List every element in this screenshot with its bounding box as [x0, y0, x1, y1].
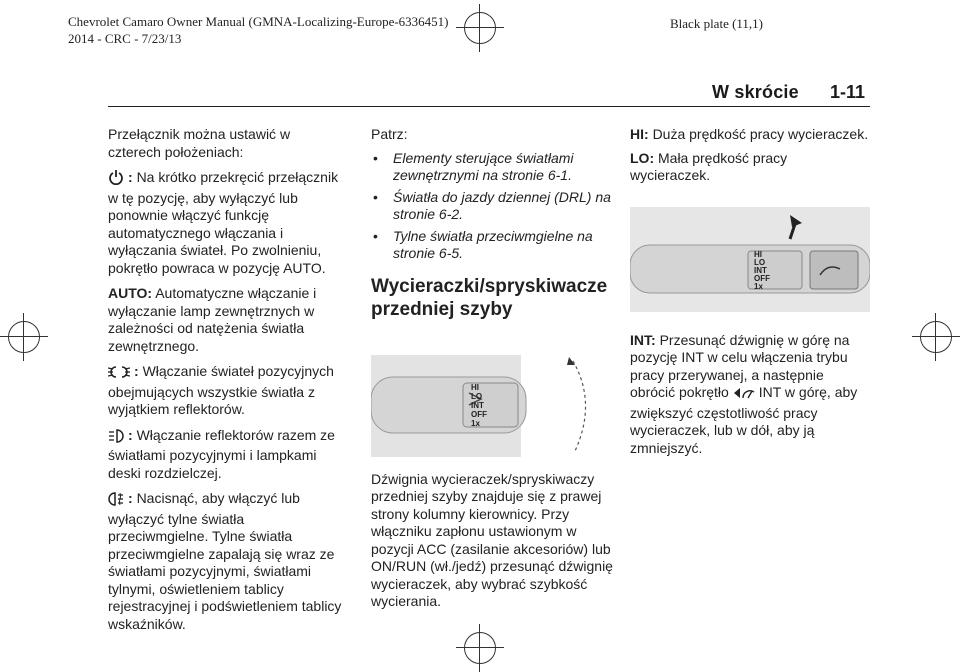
registration-mark-bottom — [456, 624, 504, 672]
wiper-lever-closeup-illustration — [630, 207, 870, 312]
bullet-drl: • Światła do jazdy dziennej (DRL) na stronie 6-2. — [373, 188, 611, 222]
hi-paragraph — [630, 126, 870, 144]
auto-paragraph — [108, 285, 344, 355]
lo-paragraph — [630, 150, 870, 185]
parking-lamps-icon — [108, 365, 130, 384]
wiper-lever-figure-2 — [630, 207, 870, 312]
see-label: Patrz: — [371, 126, 408, 142]
page-number: 1-11 — [830, 82, 866, 102]
column-1 — [108, 126, 344, 641]
bullet-rear-fog: • Tylne światła przeciwmgielne na stronie 6-5. — [373, 227, 593, 261]
hi-label: HI: — [630, 126, 649, 142]
wiper-position-labels-2: HI LO INT OFF 1x — [754, 249, 770, 291]
power-paragraph — [108, 169, 344, 277]
power-label: : — [128, 169, 133, 185]
rear-fog-label: : — [128, 490, 133, 506]
headlamps-paragraph — [108, 427, 344, 483]
wiper-lever-figure-1 — [371, 355, 615, 457]
bullet-exterior-lamps: • Elementy sterujące światłami zewnętrznymi na stronie 6-1. — [373, 149, 574, 183]
bullet-rear-fog-text: Tylne światła przeciwmgielne na stronie 6-5. — [393, 227, 593, 261]
registration-mark-top — [456, 4, 504, 52]
rear-fog-lamp-icon — [108, 492, 124, 511]
wiper-lever-illustration — [371, 355, 615, 457]
lo-label: LO: — [630, 149, 655, 166]
section-title: W skrócie — [712, 82, 799, 102]
int-paragraph — [630, 332, 870, 458]
parking-lamps-text: Włączanie świateł pozycyjnych obejmujących wszystkie światła z wyjątkiem reflektorów. — [108, 363, 334, 417]
wipers-heading: Wycieraczki/spryskiwacze przedniej szyby — [371, 275, 608, 320]
column-3 — [630, 126, 870, 465]
intro-paragraph: Przełącznik można ustawić w czterech położeniach: — [108, 126, 291, 160]
lo-text: Mała prędkość pracy wycieraczek. — [630, 149, 788, 183]
parking-lamps-label: : — [134, 363, 139, 379]
document-header-line1: Chevrolet Camaro Owner Manual (GMNA-Localizing-Europe-6336451) — [68, 14, 449, 29]
rear-fog-text: Nacisnąć, aby włączyć lub wyłączyć tylne światła przeciwmgielne. Tylne światła przeciwmgielne zapalają się wraz ze światłami pozycyjnymi, światłami tylnymi, oświetleniem tablicy rejestracyjnej i podświetleniem tablicy wskaźników. — [108, 490, 342, 632]
auto-label: AUTO: — [108, 285, 153, 301]
int-label: INT: — [630, 331, 656, 348]
registration-mark-right — [912, 313, 960, 361]
plate-label: Black plate (11,1) — [670, 16, 764, 31]
power-icon — [108, 169, 124, 190]
document-header-line2: 2014 - CRC - 7/23/13 — [68, 31, 182, 46]
headlamp-icon — [108, 429, 124, 448]
int-text-b: INT w górę, aby zwiększyć częstotliwość pracy wycieraczek, lub w dół, aby ją zmniejszyć. — [630, 384, 858, 456]
column-2 — [371, 126, 615, 619]
header-rule — [108, 106, 870, 107]
hi-text: Duża prędkość pracy wycieraczek. — [652, 126, 869, 142]
registration-mark-left — [0, 313, 48, 361]
power-text: Na krótko przekręcić przełącznik w tę pozycję, aby wyłączyć lub ponownie włączyć funkcję automatycznego włączania i wyłączania świateł. Po zwolnieniu, pokrętło powraca w pozycję AUTO. — [108, 169, 339, 276]
bullet-drl-text: Światła do jazdy dziennej (DRL) na stronie 6-2. — [393, 188, 611, 222]
wiper-delay-icon — [733, 386, 755, 405]
wiper-position-labels-1: HI LO INT OFF 1x — [471, 382, 487, 428]
bullet-exterior-lamps-text: Elementy sterujące światłami zewnętrznymi na stronie 6-1. — [393, 149, 574, 183]
headlamps-label: : — [128, 426, 133, 443]
int-text-a: Przesunąć dźwignię w górę na pozycję INT w celu włączenia trybu pracy przerywanej, a następnie obrócić pokrętło — [630, 331, 850, 400]
auto-text: Automatyczne włączanie i wyłączanie lamp zewnętrznych w zależności od natężenia światła zewnętrznego. — [108, 285, 317, 354]
headlamps-text: Włączanie reflektorów razem ze światłami pozycyjnymi i lampkami deski rozdzielczej. — [108, 426, 335, 481]
wipers-paragraph: Dźwignia wycieraczek/spryskiwaczy przedniej szyby znajduje się z prawej strony kolumny kierownicy. Przy włączniku zapłonu ustawionym w pozycji ACC (zasilanie akcesoriów) lub ON/RUN (wł./jedź) przesunąć dźwignię wycieraczek, aby wybrać szybkość wycierania. — [371, 470, 613, 609]
rear-fog-paragraph — [108, 490, 344, 633]
parking-lamps-paragraph — [108, 363, 344, 419]
